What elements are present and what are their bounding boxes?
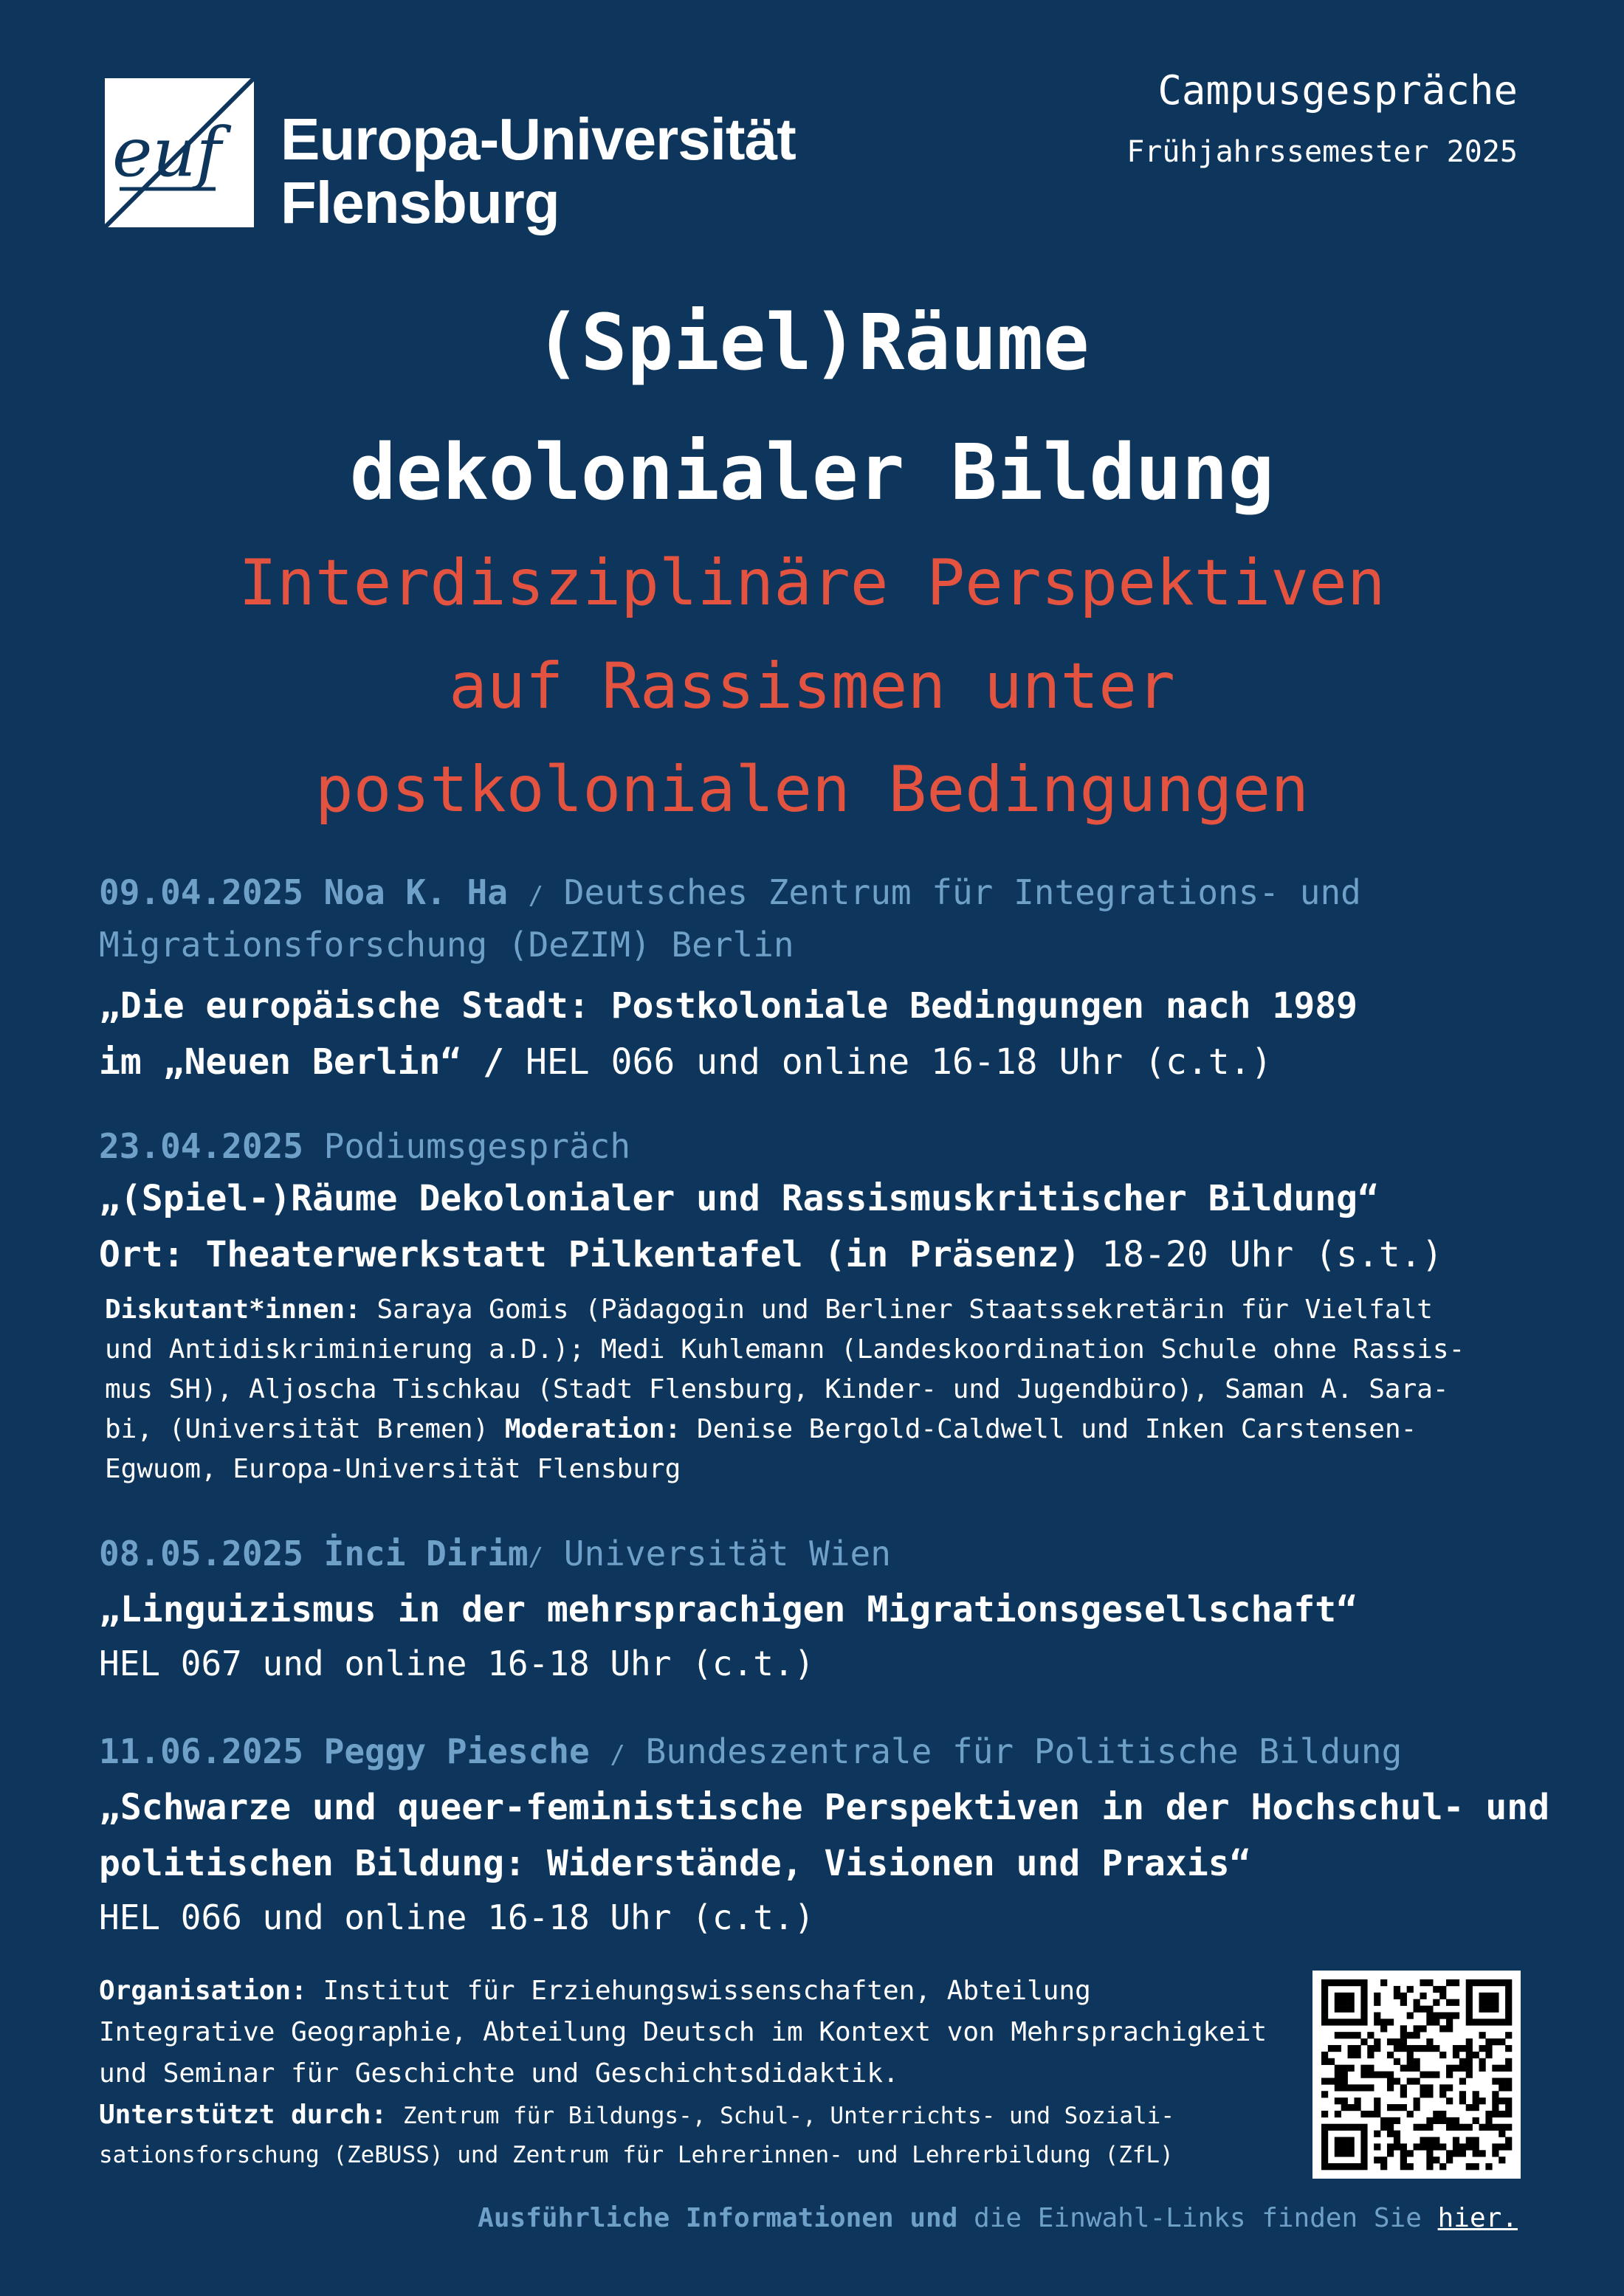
subtitle-line2: auf Rassismen unter <box>449 649 1175 723</box>
organisation-line2: Integrative Geographie, Abteilung Deutsch im Kontext von Mehrsprachigkeit <box>99 2017 1267 2047</box>
support-text-1: Zentrum für Bildungs-, Schul-, Unterrichts- und Soziali- <box>402 2103 1174 2129</box>
event-4 <box>99 1727 1550 1943</box>
event-affiliation: Bundeszentrale für Politische Bildung <box>645 1731 1403 1771</box>
moderation-label: Moderation: <box>504 1414 681 1444</box>
event-date: 09.04.2025 <box>99 872 303 912</box>
organisation-text-1: Institut für Erziehungswissenschaften, Abteilung <box>323 1976 1091 2006</box>
event-title-line2: politischen Bildung: Widerstände, Visionen und Praxis“ <box>99 1843 1251 1884</box>
support-line1 <box>99 2095 1317 2136</box>
event-place: HEL 066 und online 16-18 Uhr (c.t.) <box>525 1041 1273 1083</box>
event-header <box>99 1529 1531 1582</box>
semester-label: Frühjahrssemester 2025 <box>1126 135 1518 169</box>
subtitle-line3: postkolonialen Bedingungen <box>314 753 1310 827</box>
event-speaker: İnci Dirim <box>323 1534 529 1573</box>
subtitle-line1: Interdisziplinäre Perspektiven <box>238 546 1386 620</box>
event-1 <box>99 868 1531 1090</box>
page-title <box>0 277 1624 537</box>
event-title-line2-text: im „Neuen Berlin“ / <box>99 1041 505 1083</box>
discussants-line1 <box>105 1290 1530 1330</box>
event-place: HEL 067 und online 16-18 Uhr (c.t.) <box>99 1644 815 1683</box>
event-3 <box>99 1529 1531 1689</box>
event-discussants <box>105 1290 1530 1489</box>
event-date: 08.05.2025 <box>99 1534 303 1573</box>
event-separator: / <box>528 881 544 911</box>
event-speaker: Noa K. Ha <box>323 872 508 912</box>
qr-code-icon[interactable] <box>1312 1971 1521 2179</box>
organisation-block <box>99 1971 1317 2174</box>
euf-logo-icon <box>105 78 254 227</box>
event-title: „(Spiel-)Räume Dekolonialer und Rassismuskritischer Bildung“ <box>99 1178 1379 1219</box>
event-title-line1: „Schwarze und queer-feministische Perspektiven in der Hochschul- und <box>99 1787 1550 1828</box>
event-separator: / <box>610 1740 625 1770</box>
title-line2: dekolonialer Bildung <box>349 427 1275 517</box>
svg-text:euf: euf <box>112 113 221 192</box>
event-location: Ort: Theaterwerkstatt Pilkentafel (in Präsenz) <box>99 1234 1081 1275</box>
event-title: „Linguizismus in der mehrsprachigen Migrationsgesellschaft“ <box>99 1589 1358 1630</box>
event-affiliation: Universität Wien <box>563 1534 891 1573</box>
event-date: 23.04.2025 <box>99 1126 303 1166</box>
event-title <box>99 978 1531 1090</box>
discussants-label: Diskutant*innen: <box>105 1294 361 1325</box>
event-speaker: Peggy Piesche <box>323 1731 590 1771</box>
event-time: 18-20 Uhr (s.t.) <box>1101 1234 1443 1275</box>
event-separator: / <box>528 1542 544 1572</box>
footer-bold-text: Ausführliche Informationen und <box>478 2203 958 2233</box>
qr-code-graphic <box>1312 1971 1521 2179</box>
event-location-row <box>99 1227 1531 1283</box>
event-kind: Podiumsgespräch <box>323 1126 631 1166</box>
organisation-label: Organisation: <box>99 1976 307 2006</box>
discussants-line3: mus SH), Aljoscha Tischkau (Stadt Flensburg, Kinder- und Jugendbüro), Saman A. Sara- <box>105 1374 1449 1404</box>
organisation-line3: und Seminar für Geschichte und Geschichtsdidaktik. <box>99 2058 899 2089</box>
page-subtitle <box>0 531 1624 841</box>
discussants-text-1: Saraya Gomis (Pädagogin und Berliner Staatssekretärin für Vielfalt <box>376 1294 1433 1325</box>
event-title-line2 <box>99 1034 1531 1090</box>
event-2 <box>99 1122 1531 1489</box>
footer-link[interactable]: hier. <box>1437 2203 1518 2233</box>
event-affiliation: Deutsches Zentrum für Integrations- und <box>563 872 1361 912</box>
university-name-line1: Europa-Universität <box>281 106 796 172</box>
event-title-line1: „Die europäische Stadt: Postkoloniale Bedingungen nach 1989 <box>99 985 1358 1027</box>
moderation-line2: Egwuom, Europa-Universität Flensburg <box>105 1454 681 1484</box>
euf-logo-graphic <box>105 78 254 227</box>
footer-text: die Einwahl-Links finden Sie <box>974 2203 1422 2233</box>
organisation-line1 <box>99 1971 1317 2012</box>
university-name-line2: Flensburg <box>281 170 560 235</box>
support-label: Unterstützt durch: <box>99 2100 388 2130</box>
event-header <box>99 1122 1531 1171</box>
discussants-text-4: bi, (Universität Bremen) <box>105 1414 489 1444</box>
discussants-line4 <box>105 1410 1530 1449</box>
title-line1: (Spiel)Räume <box>534 297 1090 387</box>
moderation-text-1: Denise Bergold-Caldwell und Inken Carstensen- <box>696 1414 1417 1444</box>
event-place: HEL 066 und online 16-18 Uhr (c.t.) <box>99 1897 815 1937</box>
event-date: 11.06.2025 <box>99 1731 303 1771</box>
support-line2: sationsforschung (ZeBUSS) und Zentrum für Lehrerinnen- und Lehrerbildung (ZfL) <box>99 2142 1174 2168</box>
university-name <box>281 108 796 235</box>
event-header <box>99 868 1531 969</box>
discussants-line2: und Antidiskriminierung a.D.); Medi Kuhlemann (Landeskoordination Schule ohne Rassis- <box>105 1334 1465 1365</box>
series-name: Campusgespräche <box>1157 67 1518 114</box>
event-header <box>99 1727 1531 1779</box>
footer-info <box>478 2198 1518 2239</box>
event-affiliation-cont: Migrationsforschung (DeZIM) Berlin <box>99 925 794 965</box>
series-info <box>1126 65 1518 173</box>
